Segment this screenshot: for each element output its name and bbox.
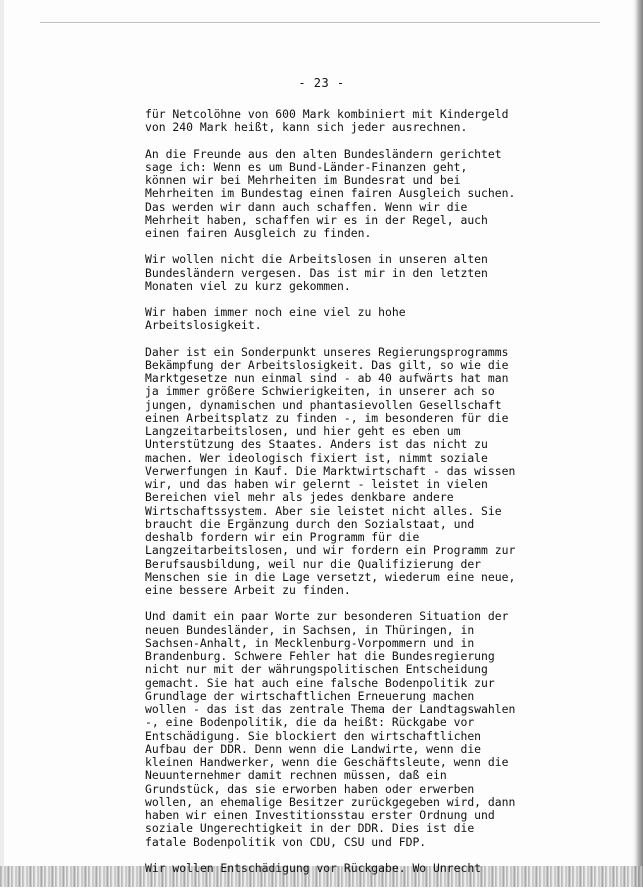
text-line: Berufsausbildung, weil nur die Qualifizierung der xyxy=(145,556,482,571)
text-line: Entschädigung. Sie blockiert den wirtschaftlichen xyxy=(145,728,482,743)
text-line: Wir wollen Entschädigung vor Rückgabe. Wo Unrecht xyxy=(145,860,482,875)
text-line: eine bessere Arbeit zu finden. xyxy=(145,583,351,597)
text-line: wollen, an ehemalige Besitzer zurückgegeben wird, dann xyxy=(145,794,516,809)
text-line: gemacht. Sie hat auch eine falsche Bodenpolitik zur xyxy=(145,675,495,690)
text-line: Arbeitslosigkeit. xyxy=(145,318,262,333)
text-line: Bundesländern vergesen. Das ist mir in den letzten xyxy=(145,265,488,280)
text-line: Unterstützung des Staates. Anders ist das nicht zu xyxy=(145,437,488,452)
paragraph xyxy=(145,862,635,875)
text-line: Neuunternehmer damit rechnen müssen, daß ein xyxy=(145,768,447,783)
text-line: Sachsen-Anhalt, in Mecklenburg-Vorpommern und in xyxy=(145,635,475,650)
text-line: soziale Ungerechtigkeit in der DDR. Dies ist die xyxy=(145,821,475,836)
text-line: Das werden wir dann auch schaffen. Wenn wir die xyxy=(145,199,468,214)
text-line: Wir haben immer noch eine viel zu hohe xyxy=(145,305,406,319)
page-number: - 23 - xyxy=(298,76,345,90)
text-line: Und damit ein paar Worte zur besonderen Situation der xyxy=(145,609,509,624)
text-line: Wir wollen nicht die Arbeitslosen in unseren alten xyxy=(145,252,488,267)
text-line: wir, und das haben wir gelernt - leistet in vielen xyxy=(145,477,488,491)
paragraph xyxy=(145,108,635,135)
text-line: jungen, dynamischen und phantasievollen Gesellschaft xyxy=(145,397,502,412)
text-line: -, eine Bodenpolitik, die da heißt: Rückgabe vor xyxy=(145,715,475,730)
paragraph xyxy=(145,346,635,598)
text-line: Langzeitarbeitslosen, und wir fordern ein Programm zur xyxy=(145,543,516,558)
text-line: neuen Bundesländer, in Sachsen, in Thüringen, in xyxy=(145,622,475,637)
text-line: Mehrheiten im Bundestag einen fairen Ausgleich suchen. xyxy=(145,186,516,201)
text-line: Grundlage der wirtschaftlichen Erneuerung machen xyxy=(145,688,475,703)
text-line: Marktgesetze nun einmal sind - ab 40 aufwärts hat man xyxy=(145,371,509,385)
text-line: fatale Bodenpolitik von CDU, CSU und FDP. xyxy=(145,834,427,849)
text-line: machen. Wer ideologisch fixiert ist, nimmt soziale xyxy=(145,450,488,465)
text-line: Aufbau der DDR. Denn wenn die Landwirte, wenn die xyxy=(145,741,482,756)
paragraph xyxy=(145,610,635,849)
text-line: Bereichen viel mehr als jedes denkbare andere xyxy=(145,490,454,505)
text-line: Daher ist ein Sonderpunkt unseres Regierungsprogramms xyxy=(145,344,509,359)
text-line: Brandenburg. Schwere Fehler hat die Bundesregierung xyxy=(145,649,495,663)
text-line: deshalb fordern wir ein Programm für die xyxy=(145,530,420,544)
text-line: Monaten viel zu kurz gekommen. xyxy=(145,278,351,293)
text-line: ja immer größere Schwierigkeiten, in unserer ach so xyxy=(145,384,495,399)
text-line: braucht die Ergänzung durch den Sozialstaat, und xyxy=(145,516,475,531)
text-line: können wir bei Mehrheiten im Bundesrat und bei xyxy=(145,173,461,187)
text-line: sage ich: Wenn es um Bund-Länder-Finanzen geht, xyxy=(145,159,468,174)
text-line: für Netcolöhne von 600 Mark kombiniert mit Kindergeld xyxy=(145,107,509,121)
paragraph xyxy=(145,148,635,241)
text-line: Verwerfungen in Kauf. Die Marktwirtschaft - das wissen xyxy=(145,463,516,478)
paragraph xyxy=(145,306,635,333)
text-line: An die Freunde aus den alten Bundesländern gerichtet xyxy=(145,146,502,161)
body-text xyxy=(145,108,635,888)
text-line: kleinen Handwerker, wenn die Geschäftsleute, wenn die xyxy=(145,755,509,769)
text-line: Wirtschaftssystem. Aber sie leistet nicht alles. Sie xyxy=(145,503,502,518)
text-line: Grundstück, das sie erworben haben oder erwerben xyxy=(145,781,475,796)
text-line: von 240 Mark heißt, kann sich jeder ausrechnen. xyxy=(145,120,468,135)
scan-edge-top xyxy=(40,22,600,23)
text-line: wollen - das ist das zentrale Thema der Landtagswahlen xyxy=(145,702,516,716)
text-line: Menschen sie in die Lage versetzt, wiederum eine neue, xyxy=(145,569,516,584)
text-line: haben wir einen Investitionsstau erster Ordnung und xyxy=(145,808,495,822)
scan-edge-left xyxy=(0,0,4,887)
text-line: einen fairen Ausgleich zu finden. xyxy=(145,226,372,240)
paragraph xyxy=(145,253,635,293)
text-line: Bekämpfung der Arbeitslosigkeit. Das gilt, so wie die xyxy=(145,357,509,372)
text-line: Langzeitarbeitslosen, und hier geht es eben um xyxy=(145,424,461,438)
text-line: nicht nur mit der währungspolitischen Entscheidung xyxy=(145,662,488,677)
text-line: Mehrheit haben, schaffen wir es in der Regel, auch xyxy=(145,212,488,227)
text-line: einen Arbeitsplatz zu finden -, im besonderen für die xyxy=(145,410,509,425)
